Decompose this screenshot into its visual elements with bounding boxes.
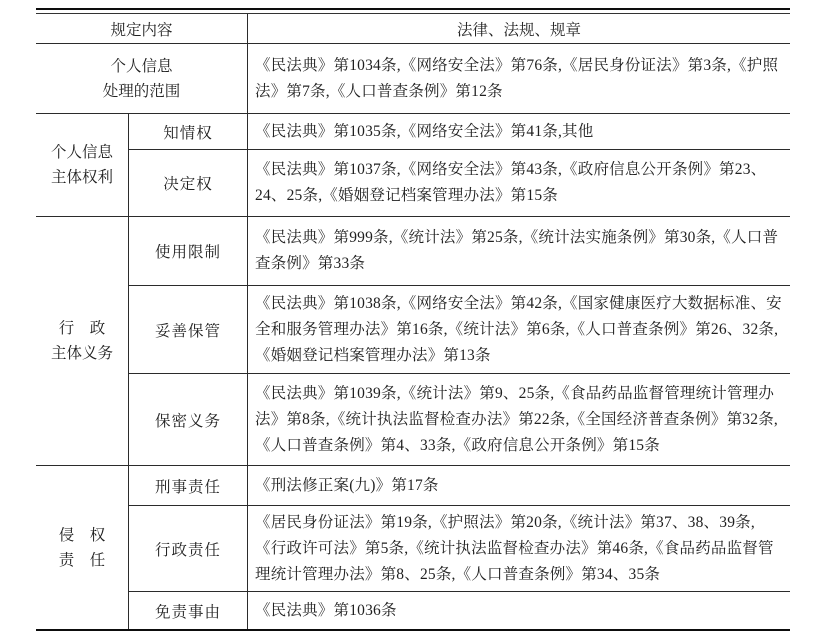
content-right-to-know xyxy=(247,114,790,150)
law-list: 《民法典》第999条,《统计法》第25条,《统计法实施条例》第30条,《人口普查条例》第33条 xyxy=(255,229,779,272)
sub-label-confidentiality-duty xyxy=(128,374,247,466)
law-list: 《民法典》第1039条,《统计法》第9、25条,《食品药品监督管理统计管理办法》第8条,《统计执法监督检查办法》第22条,《全国经济普查条例》第32条,《人口普查条例》第4、33条,《政府信息公开条例》第15条 xyxy=(255,384,778,454)
sub-label: 决定权 xyxy=(163,176,213,193)
header-cell-regulation-content xyxy=(36,14,247,44)
content-administrative-liability xyxy=(247,506,790,592)
sub-label-criminal-liability xyxy=(128,466,247,506)
section-label-line: 主体义务 xyxy=(50,345,113,362)
sub-label-right-to-decide xyxy=(128,150,247,217)
row-label-processing-scope xyxy=(36,44,247,114)
sub-label: 知情权 xyxy=(163,124,213,142)
sub-label: 免责事由 xyxy=(154,603,221,621)
content-proper-custody xyxy=(247,286,790,374)
content-exemption-grounds xyxy=(247,592,790,629)
law-list: 《民法典》第1037条,《网络安全法》第43条,《政府信息公开条例》第23、24、25条,《婚姻登记档案管理办法》第15条 xyxy=(255,161,767,204)
section-label-admin-obligations xyxy=(36,217,128,466)
sub-label-exemption-grounds xyxy=(128,592,247,629)
content-right-to-decide xyxy=(247,150,790,217)
row-label-line: 处理的范围 xyxy=(102,82,181,100)
law-list: 《刑法修正案(九)》第17条 xyxy=(255,476,439,494)
regulation-table xyxy=(36,8,790,631)
section-label-line: 个人信息 xyxy=(50,144,113,161)
sub-label: 刑事责任 xyxy=(154,478,221,496)
sub-label-right-to-know xyxy=(128,114,247,150)
content-criminal-liability xyxy=(247,466,790,506)
law-list: 《民法典》第1036条 xyxy=(255,601,397,619)
section-label-line: 行 政 xyxy=(58,320,106,337)
law-list: 《民法典》第1035条,《网络安全法》第41条,其他 xyxy=(255,122,594,140)
row-content-processing-scope xyxy=(247,44,790,114)
law-list: 《民法典》第1034条,《网络安全法》第76条,《居民身份证法》第3条,《护照法》第7条,《人口普查条例》第12条 xyxy=(255,56,779,100)
header-cell-laws-regulations xyxy=(247,14,790,44)
sub-label: 行政责任 xyxy=(154,541,221,559)
section-label-line: 侵 权 xyxy=(58,526,106,544)
content-confidentiality-duty xyxy=(247,374,790,466)
law-list: 《民法典》第1038条,《网络安全法》第42条,《国家健康医疗大数据标准、安全和服务管理办法》第16条,《统计法》第6条,《人口普查条例》第26、32条,《婚姻登记档案管理办法》第13条 xyxy=(255,294,782,364)
law-list: 《居民身份证法》第19条,《护照法》第20条,《统计法》第37、38、39条,《行政许可法》第5条,《统计执法监督检查办法》第46条,《食品药品监督管理统计管理办法》第8、25条,《人口普查条例》第34、35条 xyxy=(255,513,774,583)
table-grid xyxy=(36,14,790,631)
section-label-line: 主体权利 xyxy=(50,169,113,186)
row-label-line: 个人信息 xyxy=(110,57,173,75)
sub-label-administrative-liability xyxy=(128,506,247,592)
section-label-subject-rights xyxy=(36,114,128,217)
sub-label-proper-custody xyxy=(128,286,247,374)
header-label: 法律、法规、规章 xyxy=(456,21,581,39)
sub-label-use-restriction xyxy=(128,217,247,286)
content-use-restriction xyxy=(247,217,790,286)
header-label: 规定内容 xyxy=(110,21,173,39)
section-label-tort-liability xyxy=(36,466,128,629)
sub-label: 保密义务 xyxy=(154,412,221,430)
sub-label: 妥善保管 xyxy=(154,322,221,340)
section-label-line: 责 任 xyxy=(58,551,106,569)
sub-label: 使用限制 xyxy=(154,244,221,261)
